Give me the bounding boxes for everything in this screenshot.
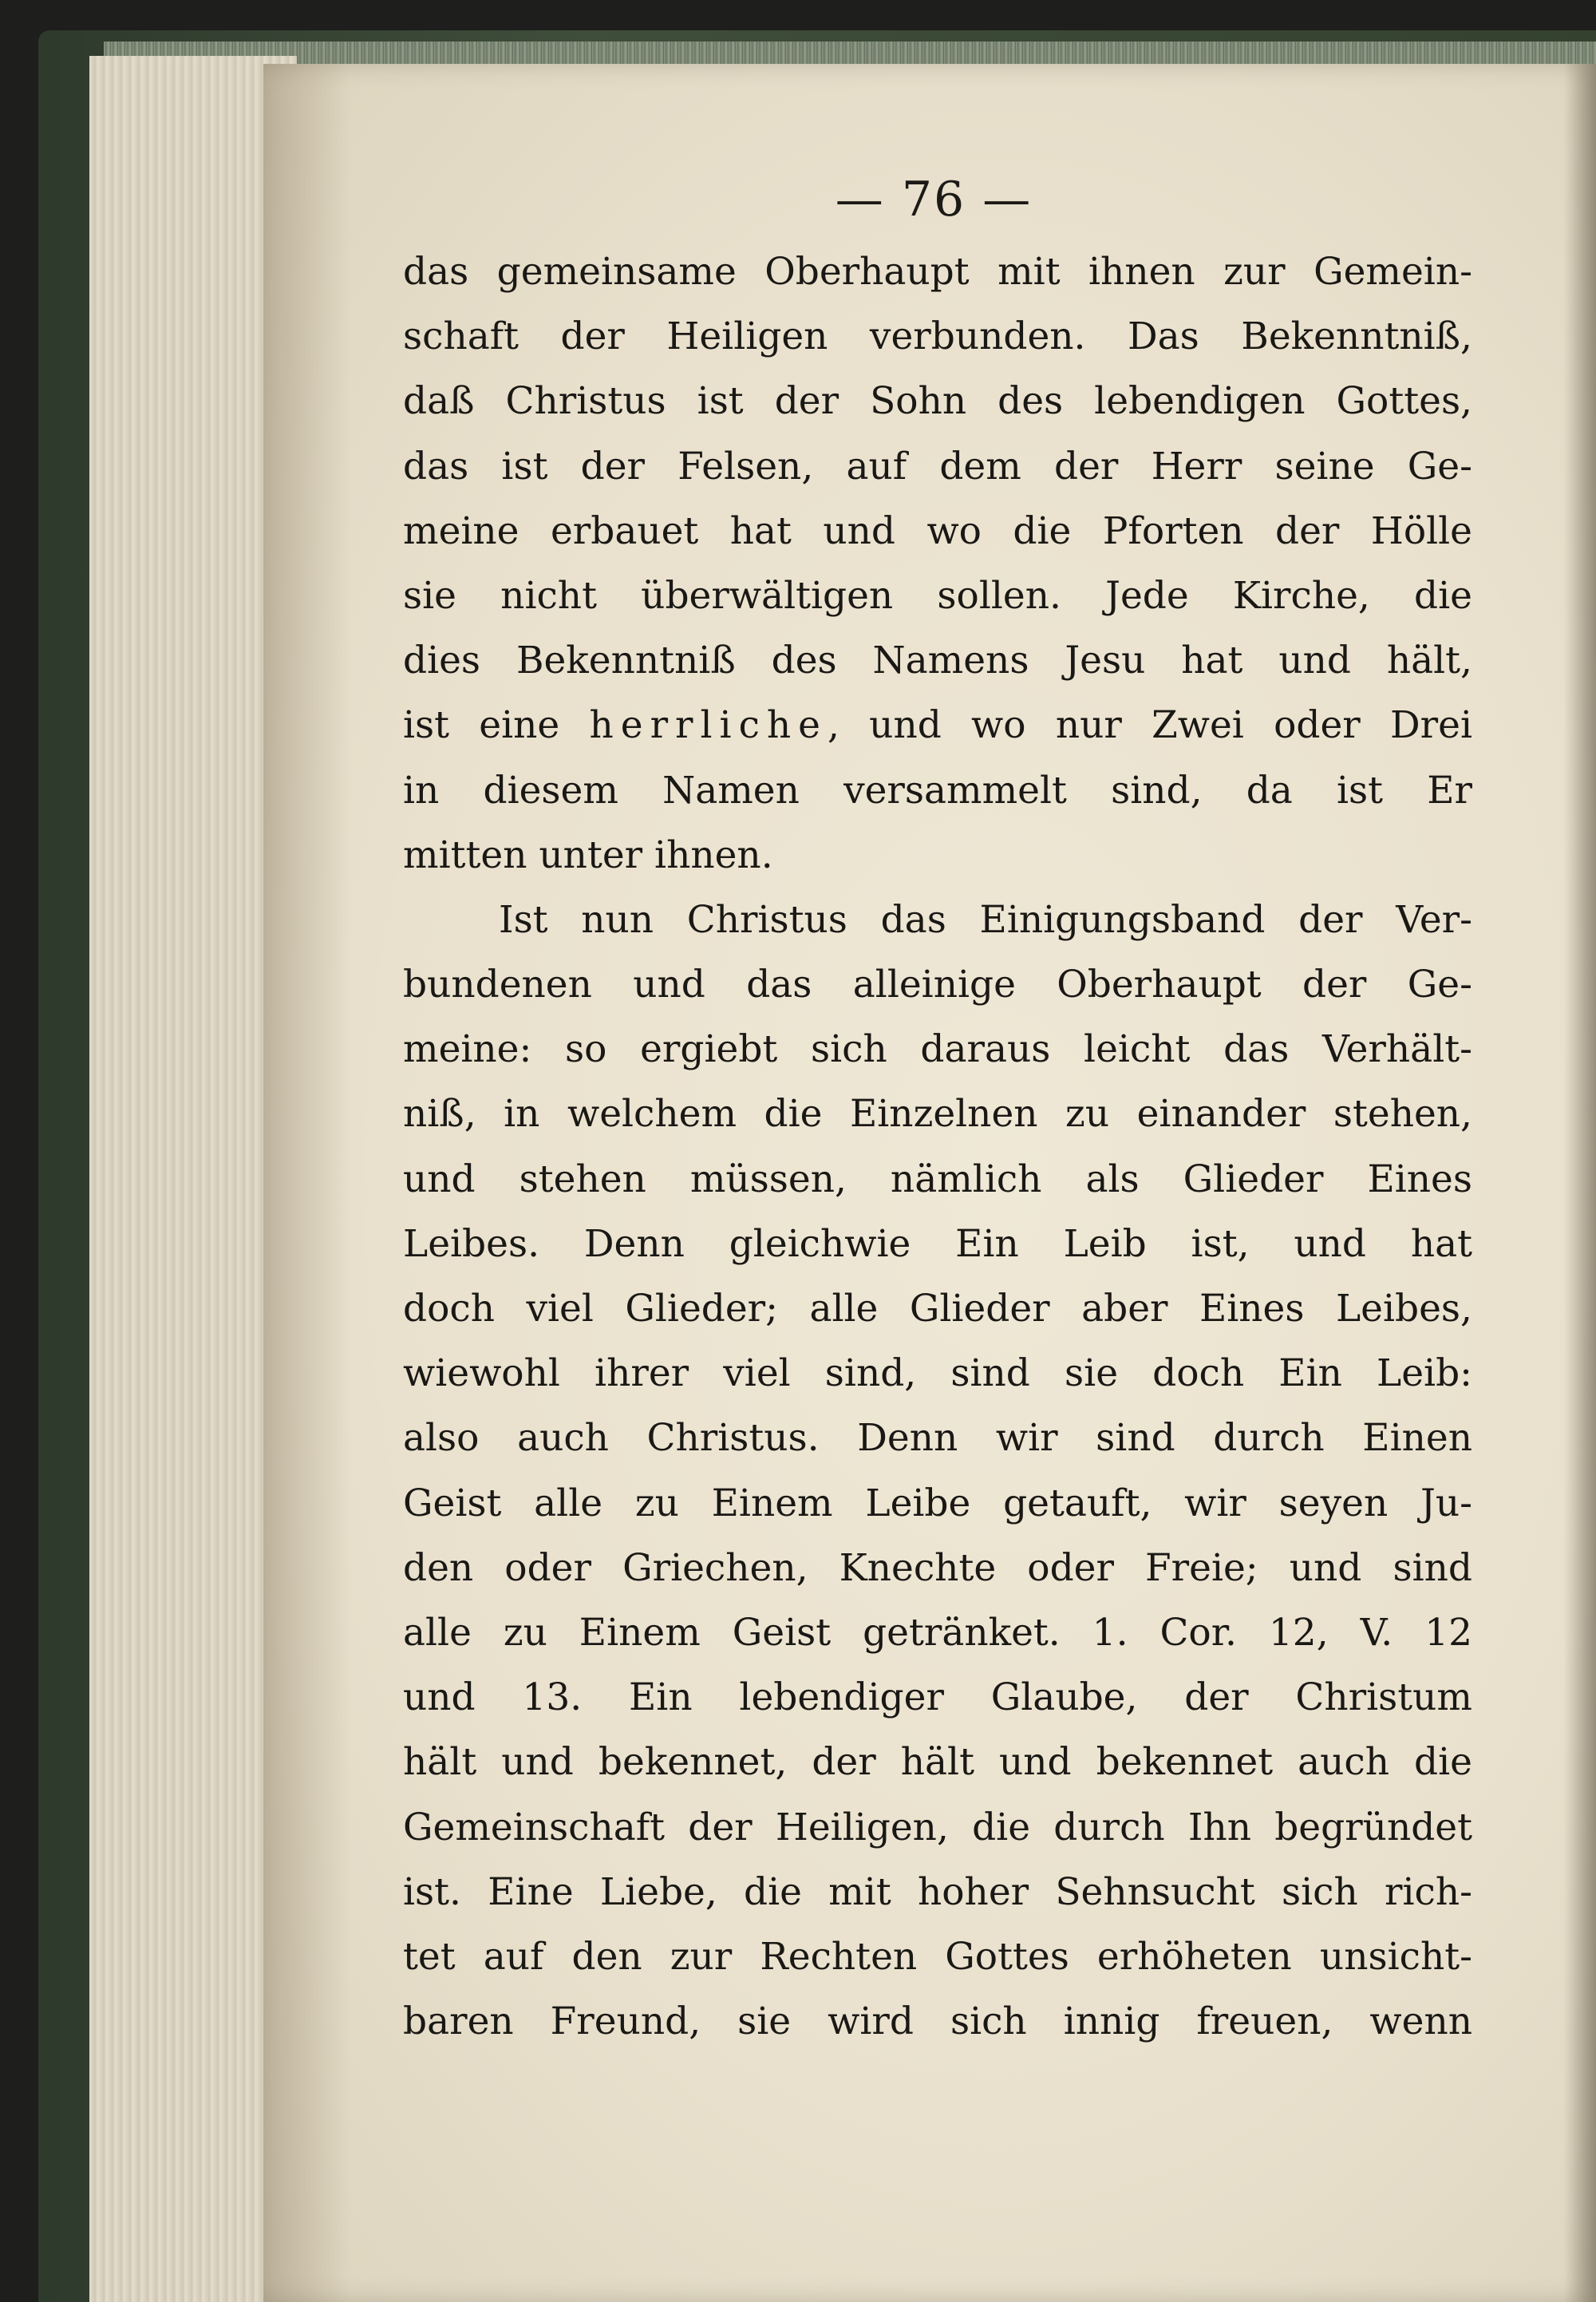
text-line: also auch Christus. Denn wir sind durch Einen — [403, 1416, 1472, 1461]
text-line: daß Christus ist der Sohn des lebendigen Gottes, — [403, 379, 1472, 424]
text-line: das gemeinsame Oberhaupt mit ihnen zur Gemein- — [403, 250, 1472, 294]
cover-edge — [104, 42, 1596, 65]
text-line: niß, in welchem die Einzelnen zu einander stehen, — [403, 1092, 1472, 1137]
text-line: alle zu Einem Geist getränket. 1. Cor. 12, V. 12 — [403, 1610, 1472, 1655]
page-number: — 76 — — [835, 172, 1033, 227]
text-line: den oder Griechen, Knechte oder Freie; und sind — [403, 1545, 1472, 1590]
text-line: Gemeinschaft der Heiligen, die durch Ihn begründet — [403, 1805, 1472, 1849]
text-fragment: , und wo nur Zwei oder Drei — [827, 703, 1472, 748]
text-line: meine: so ergiebt sich daraus leicht das Verhält- — [403, 1027, 1472, 1072]
text-line: schaft der Heiligen verbunden. Das Bekenntniß, — [403, 314, 1472, 359]
gutter-shadow — [263, 64, 351, 2302]
text-line: und 13. Ein lebendiger Glaube, der Christum — [403, 1675, 1472, 1720]
text-line: dies Bekenntniß des Namens Jesu hat und hält, — [403, 639, 1472, 683]
text-line: wiewohl ihrer viel sind, sind sie doch Ein Leib: — [403, 1351, 1472, 1396]
text-line: das ist der Felsen, auf dem der Herr seine Ge- — [403, 444, 1472, 488]
text-line: tet auf den zur Rechten Gottes erhöheten unsicht- — [403, 1934, 1472, 1979]
text-line: baren Freund, sie wird sich innig freuen, wenn — [403, 1999, 1472, 2044]
paragraph-start: Ist nun Christus das Einigungsband der Ver- — [499, 897, 1472, 942]
text-line: Geist alle zu Einem Leibe getauft, wir seyen Ju- — [403, 1481, 1472, 1525]
text-line: bundenen und das alleinige Oberhaupt der Ge- — [403, 963, 1472, 1007]
text-line: Leibes. Denn gleichwie Ein Leib ist, und hat — [403, 1221, 1472, 1266]
text-line-emphasis — [403, 693, 1472, 757]
text-line: hält und bekennet, der hält und bekennet auch die — [403, 1740, 1472, 1785]
emphasized-word: herrliche — [589, 703, 828, 748]
page-right-edge — [1564, 64, 1596, 2302]
text-line: mitten unter ihnen. — [403, 833, 773, 877]
text-line: ist. Eine Liebe, die mit hoher Sehnsucht sich rich- — [403, 1869, 1472, 1914]
text-line: doch viel Glieder; alle Glieder aber Eines Leibes, — [403, 1287, 1472, 1331]
page-body — [403, 239, 1472, 2054]
text-fragment: ist eine — [403, 703, 590, 748]
text-line: in diesem Namen versammelt sind, da ist Er — [403, 768, 1472, 813]
text-line: und stehen müssen, nämlich als Glieder Eines — [403, 1157, 1472, 1201]
text-line: meine erbauet hat und wo die Pforten der Hölle — [403, 508, 1472, 553]
text-line: sie nicht überwältigen sollen. Jede Kirche, die — [403, 573, 1472, 618]
